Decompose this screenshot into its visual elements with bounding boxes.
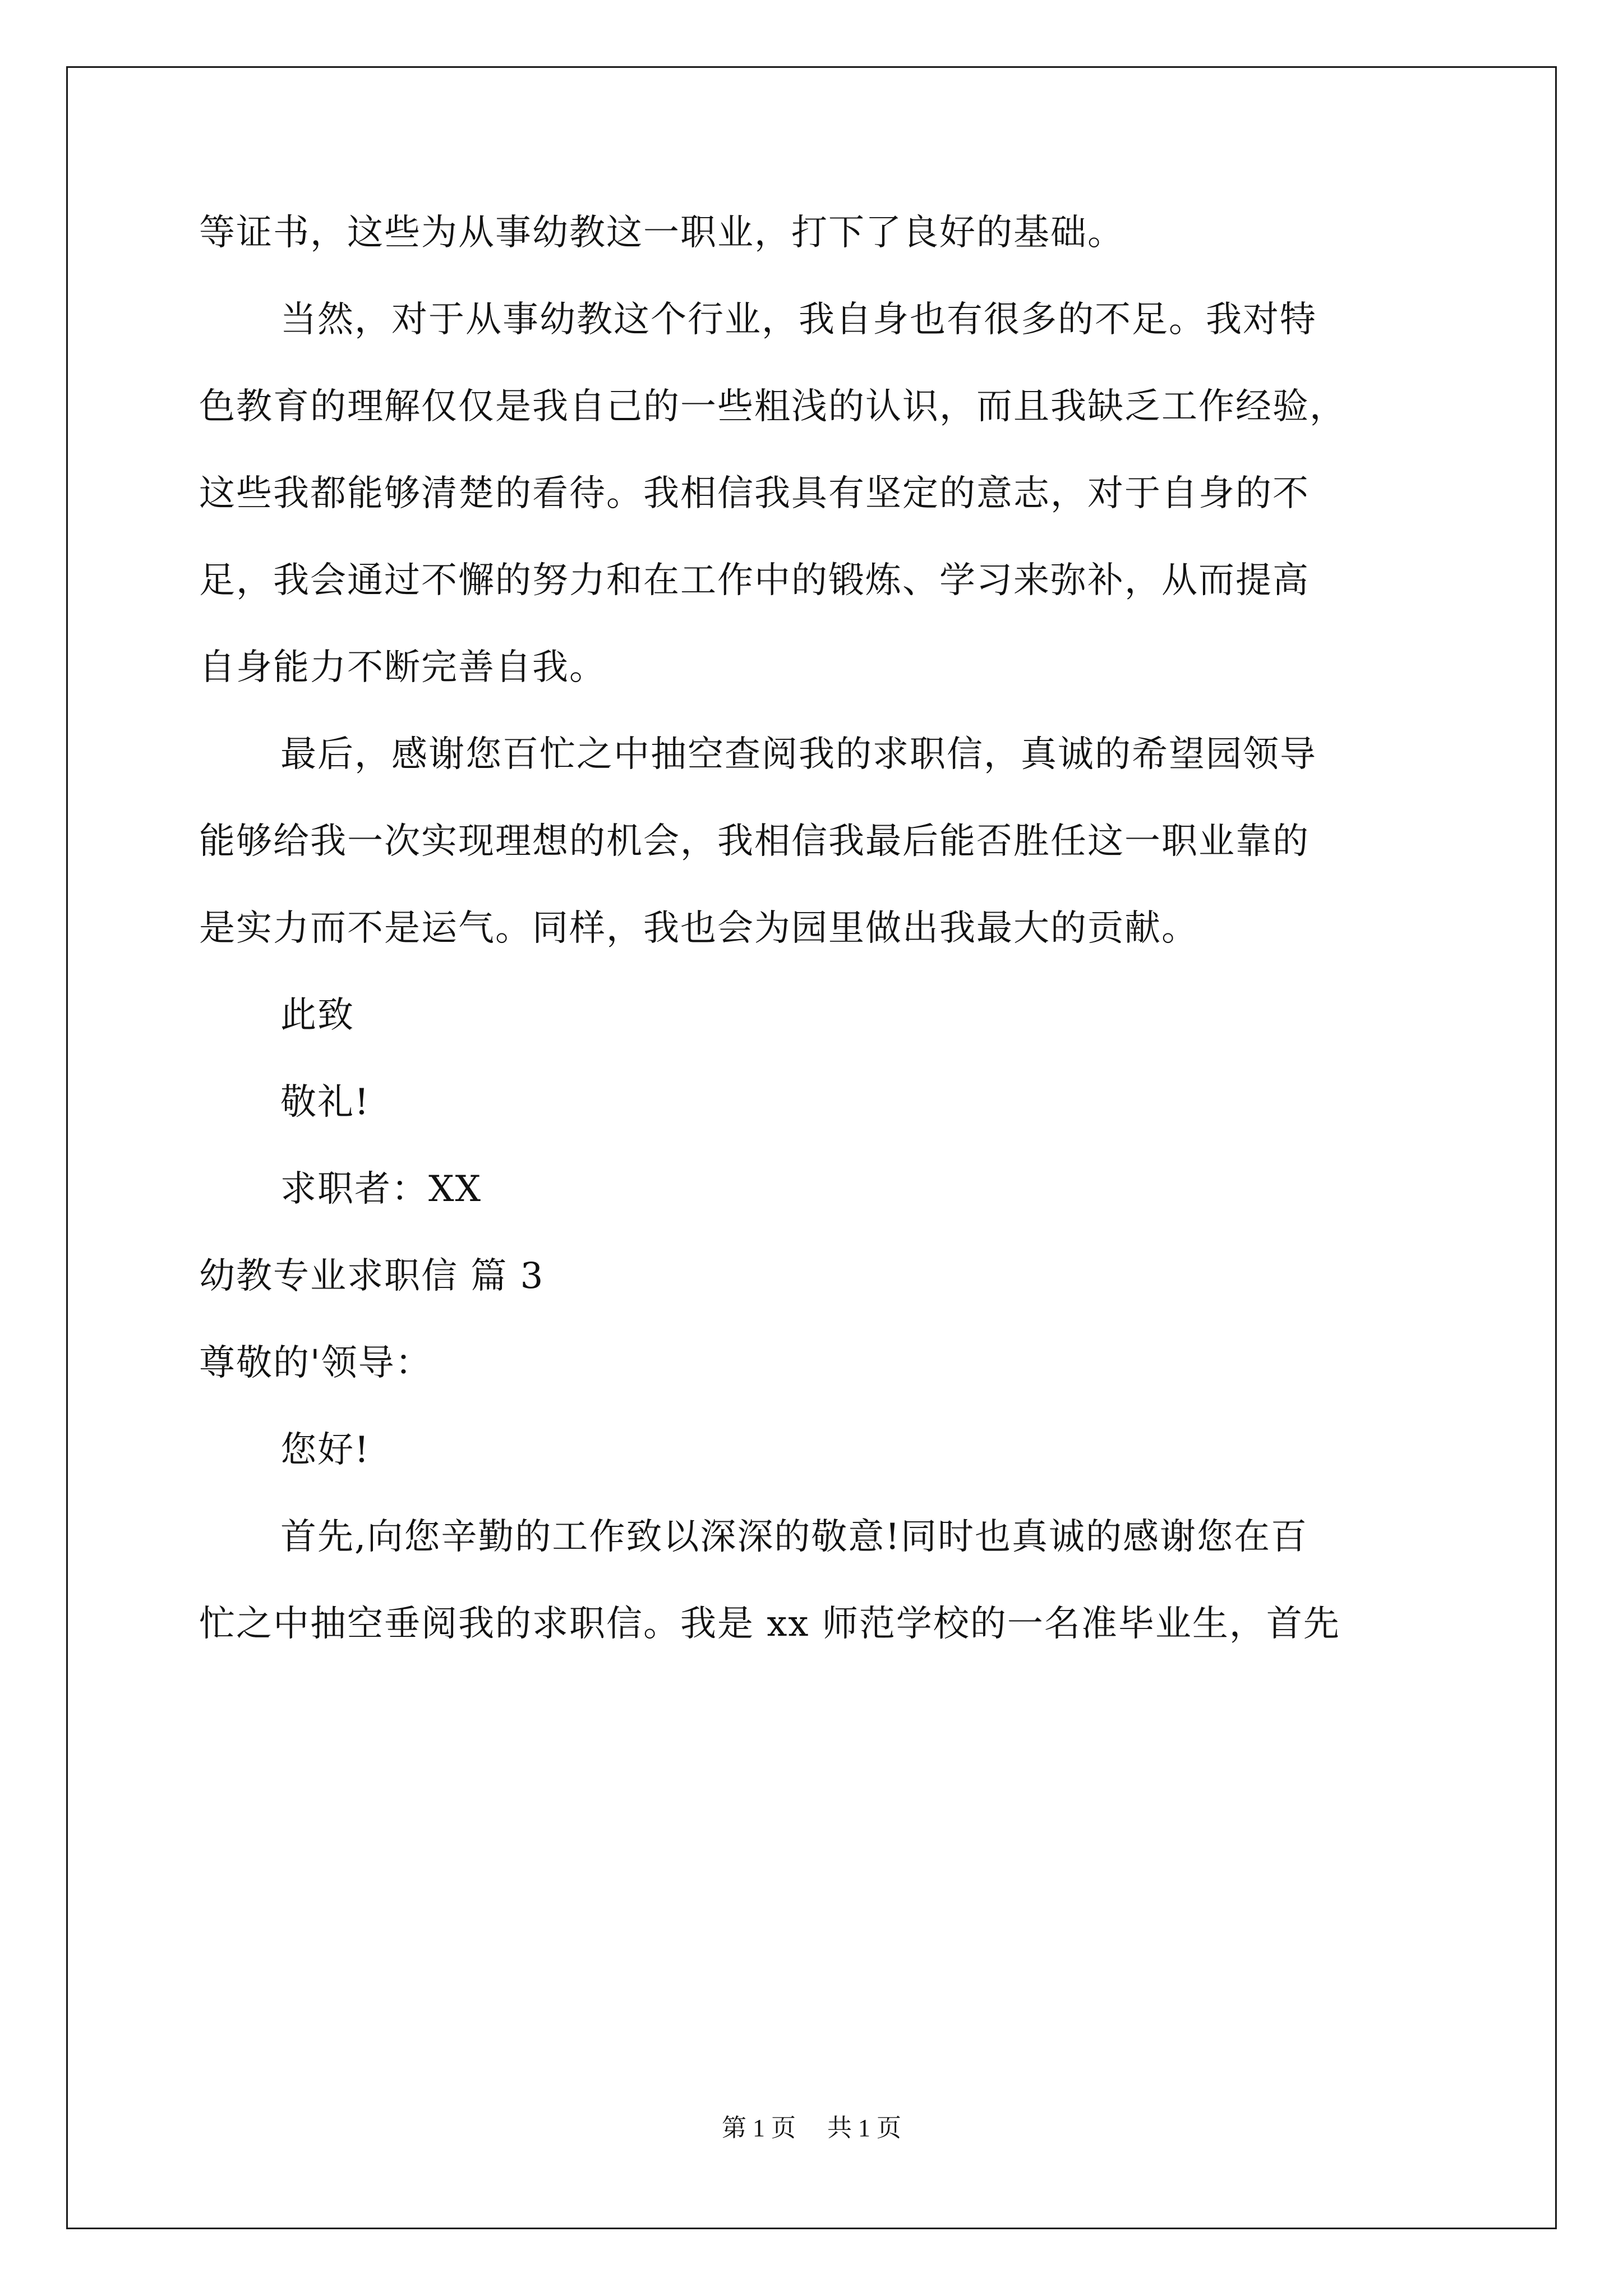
text-line: 色教育的理解仅仅是我自己的一些粗浅的认识，而且我缺乏工作经验，	[199, 386, 1347, 427]
text-line: 等证书，这些为从事幼教这一职业，打下了良好的基础。	[199, 212, 1124, 254]
closing-line: 此致	[280, 995, 354, 1036]
text-line: 自身能力不断完善自我。	[199, 647, 606, 688]
greeting-line: 您好!	[280, 1429, 370, 1471]
salutation-line: 敬礼!	[280, 1082, 370, 1123]
page-footer	[0, 2113, 1623, 2144]
greeting-line: 尊敬的'领导：	[199, 1342, 432, 1384]
section-heading: 幼教专业求职信 篇 3	[199, 1255, 545, 1297]
text-line: 足，我会通过不懈的努力和在工作中的锻炼、学习来弥补，从而提高	[199, 560, 1310, 601]
text-line: 这些我都能够清楚的看待。我相信我具有坚定的意志，对于自身的不	[199, 473, 1310, 514]
signature-line: 求职者：XX	[280, 1168, 482, 1210]
page-total: 共 1 页	[827, 2114, 901, 2142]
paragraph-first-line: 首先,向您辛勤的工作致以深深的敬意!同时也真诚的感谢您在百	[280, 1516, 1308, 1558]
text-line: 能够给我一次实现理想的机会，我相信我最后能否胜任这一职业靠的	[199, 821, 1310, 862]
paragraph-first-line: 当然，对于从事幼教这个行业，我自身也有很多的不足。我对特	[280, 299, 1317, 341]
text-line: 忙之中抽空垂阅我的求职信。我是 xx 师范学校的一名准毕业生，首先	[199, 1603, 1340, 1645]
paragraph-first-line: 最后，感谢您百忙之中抽空查阅我的求职信，真诚的希望园领导	[280, 734, 1317, 775]
text-line: 是实力而不是运气。同样，我也会为园里做出我最大的贡献。	[199, 908, 1198, 949]
page-number: 第 1 页	[722, 2114, 796, 2142]
